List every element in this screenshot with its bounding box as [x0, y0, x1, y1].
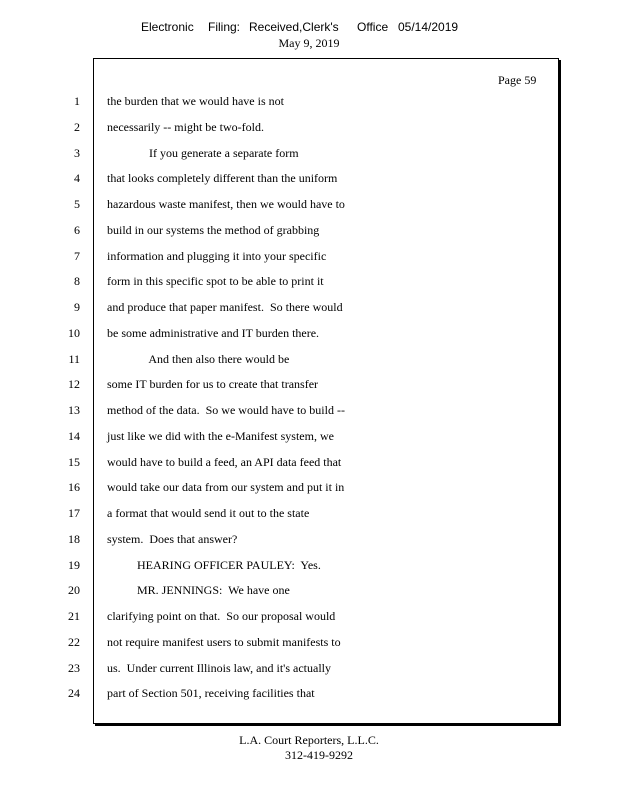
transcript-line [0, 120, 618, 138]
line-number: 10 [68, 325, 80, 340]
line-text: MR. JENNINGS: We have one [107, 583, 290, 598]
transcript-line [0, 377, 618, 395]
line-number: 5 [74, 197, 80, 211]
line-text: and produce that paper manifest. So there would [107, 300, 343, 314]
transcript-line [0, 635, 618, 653]
line-number: 17 [68, 506, 80, 520]
transcript-line [0, 223, 618, 241]
line-number: 6 [74, 222, 80, 237]
filing-word-electronic: Electronic [141, 20, 194, 34]
line-text: If you generate a separate form [107, 145, 299, 160]
transcript-line [0, 558, 618, 576]
transcript-line [0, 197, 618, 215]
line-number: 20 [68, 583, 80, 598]
line-text: a format that would send it out to the state [107, 506, 310, 520]
line-number: 15 [68, 454, 80, 469]
filing-word-office: Office [357, 20, 389, 34]
line-text: the burden that we would have is not [107, 94, 284, 108]
line-text: would have to build a feed, an API data feed that [107, 454, 342, 469]
line-text: information and plugging it into your specific [107, 248, 327, 263]
transcript-line [0, 661, 618, 679]
line-text: build in our systems the method of grabbing [107, 222, 320, 237]
transcript-line [0, 506, 618, 524]
line-text: just like we did with the e-Manifest system, we [107, 428, 334, 443]
line-text: system. Does that answer? [107, 531, 238, 546]
line-number: 13 [68, 403, 80, 417]
transcript-line [0, 480, 618, 498]
transcript-line [0, 403, 618, 421]
transcript-line [0, 171, 618, 189]
line-number: 3 [74, 145, 80, 160]
transcript-line [0, 609, 618, 627]
transcript-line [0, 455, 618, 473]
line-number: 21 [68, 609, 80, 623]
line-number: 12 [68, 377, 80, 392]
transcript-line [0, 686, 618, 704]
line-number: 4 [74, 171, 80, 186]
line-number: 9 [74, 300, 80, 314]
line-number: 22 [68, 634, 80, 649]
line-text: some IT burden for us to create that transfer [107, 377, 319, 392]
filing-date: 05/14/2019 [398, 20, 459, 34]
page-number: Page 59 [498, 73, 537, 87]
transcript-line [0, 249, 618, 267]
transcript-line [0, 274, 618, 292]
transcript-line [0, 300, 618, 318]
line-number: 16 [68, 480, 80, 495]
line-number: 11 [68, 351, 80, 366]
transcript-line [0, 94, 618, 112]
transcript-line [0, 352, 618, 370]
line-number: 7 [74, 248, 80, 263]
line-text: be some administrative and IT burden there. [107, 325, 320, 340]
line-text: necessarily -- might be two-fold. [107, 119, 264, 134]
filing-word-filing: Filing: [208, 20, 241, 34]
line-number: 2 [74, 119, 80, 134]
reporter-company: L.A. Court Reporters, L.L.C. [239, 733, 379, 747]
transcript-line [0, 429, 618, 447]
line-number: 1 [74, 94, 80, 108]
line-number: 24 [68, 686, 80, 701]
line-number: 19 [68, 557, 80, 572]
line-text: not require manifest users to submit manifests to [107, 634, 341, 649]
line-text: HEARING OFFICER PAULEY: Yes. [107, 557, 321, 572]
line-text: And then also there would be [107, 351, 290, 366]
line-text: would take our data from our system and put it in [107, 480, 345, 495]
line-number: 23 [68, 660, 80, 675]
line-text: method of the data. So we would have to build -- [107, 403, 345, 417]
hearing-date: May 9, 2019 [278, 36, 340, 50]
line-text: that looks completely different than the uniform [107, 171, 338, 186]
transcript-line [0, 326, 618, 344]
line-text: us. Under current Illinois law, and it's actually [107, 660, 331, 675]
transcript-line [0, 146, 618, 164]
line-number: 8 [74, 274, 80, 289]
line-text: clarifying point on that. So our proposal would [107, 609, 336, 623]
transcript-line [0, 583, 618, 601]
transcript-line [0, 532, 618, 550]
line-text: hazardous waste manifest, then we would have to [107, 197, 345, 211]
filing-word-received-clerks: Received,Clerk's [249, 20, 339, 34]
line-text: part of Section 501, receiving facilities that [107, 686, 315, 701]
reporter-phone: 312-419-9292 [285, 748, 353, 762]
line-text: form in this specific spot to be able to print it [107, 274, 324, 289]
line-number: 18 [68, 531, 80, 546]
line-number: 14 [68, 428, 80, 443]
